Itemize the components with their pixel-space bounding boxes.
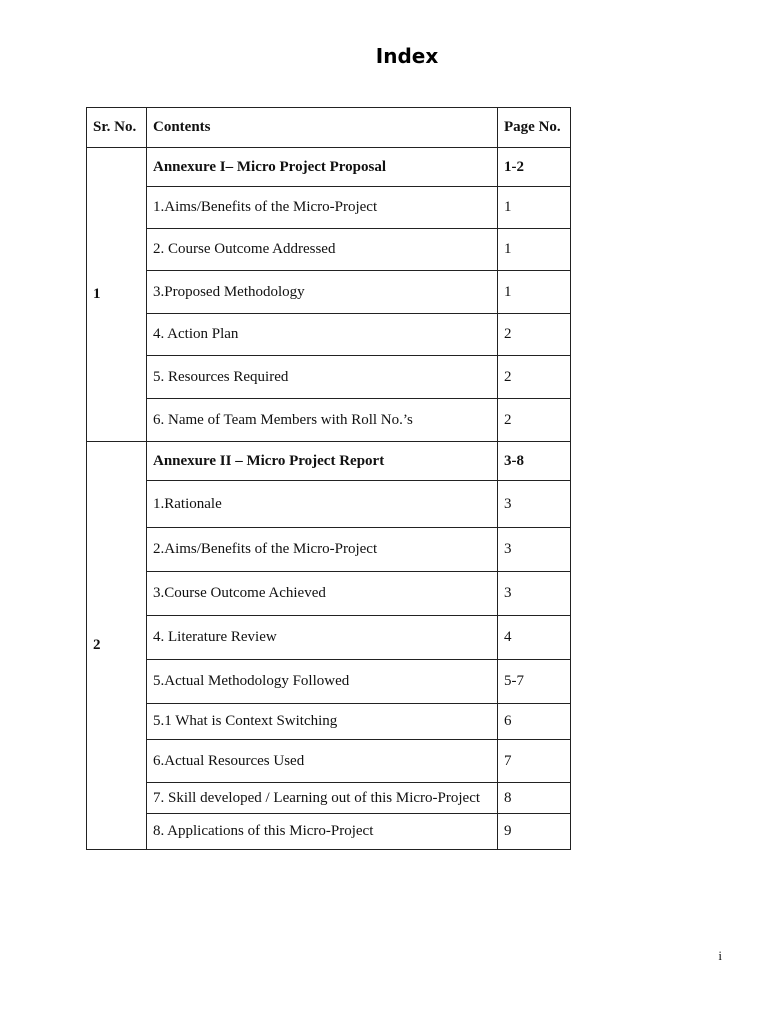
table-row (87, 814, 571, 850)
section-number: 2 (87, 442, 147, 850)
table-row (87, 314, 571, 356)
table-row (87, 704, 571, 740)
index-table (86, 107, 571, 850)
page-ref: 5-7 (498, 660, 571, 704)
page-ref: 4 (498, 616, 571, 660)
section-heading: Annexure II – Micro Project Report (147, 442, 498, 481)
page-number: i (718, 948, 722, 963)
table-row (87, 229, 571, 271)
page-ref: 6 (498, 704, 571, 740)
table-row (87, 271, 571, 314)
table-row (87, 660, 571, 704)
page-ref: 2 (498, 399, 571, 442)
content-item: 7. Skill developed / Learning out of this Micro-Project (147, 783, 498, 814)
content-item: 2.Aims/Benefits of the Micro-Project (147, 528, 498, 572)
contents-header: Contents (147, 108, 498, 148)
content-item: 4. Literature Review (147, 616, 498, 660)
content-item: 1.Aims/Benefits of the Micro-Project (147, 187, 498, 229)
page-ref: 3 (498, 528, 571, 572)
content-item: 4. Action Plan (147, 314, 498, 356)
page-ref: 2 (498, 314, 571, 356)
header-row (87, 108, 571, 148)
table-row (87, 783, 571, 814)
content-item: 5. Resources Required (147, 356, 498, 399)
sr-no-header: Sr. No. (87, 108, 147, 148)
content-item: 3.Course Outcome Achieved (147, 572, 498, 616)
table-row (87, 481, 571, 528)
table-row (87, 572, 571, 616)
page-ref: 9 (498, 814, 571, 850)
page-no-header: Page No. (498, 108, 571, 148)
table-row (87, 187, 571, 229)
table-row (87, 356, 571, 399)
content-item: 6.Actual Resources Used (147, 740, 498, 783)
content-item: 3.Proposed Methodology (147, 271, 498, 314)
section-heading-page: 1-2 (498, 148, 571, 187)
page-ref: 1 (498, 229, 571, 271)
section-heading-page: 3-8 (498, 442, 571, 481)
table-row (87, 616, 571, 660)
page-ref: 1 (498, 271, 571, 314)
section-heading: Annexure I– Micro Project Proposal (147, 148, 498, 187)
page-ref: 7 (498, 740, 571, 783)
page-title: Index (375, 44, 439, 68)
content-item: 6. Name of Team Members with Roll No.’s (147, 399, 498, 442)
page-ref: 1 (498, 187, 571, 229)
section-heading-row (87, 442, 571, 481)
table-row (87, 399, 571, 442)
page-ref: 8 (498, 783, 571, 814)
table-row (87, 528, 571, 572)
content-item: 2. Course Outcome Addressed (147, 229, 498, 271)
page-ref: 3 (498, 572, 571, 616)
content-item: 5.1 What is Context Switching (147, 704, 498, 740)
page-ref: 3 (498, 481, 571, 528)
section-heading-row (87, 148, 571, 187)
content-item: 1.Rationale (147, 481, 498, 528)
section-number: 1 (87, 148, 147, 442)
content-item: 8. Applications of this Micro-Project (147, 814, 498, 850)
table-row (87, 740, 571, 783)
content-item: 5.Actual Methodology Followed (147, 660, 498, 704)
page-ref: 2 (498, 356, 571, 399)
